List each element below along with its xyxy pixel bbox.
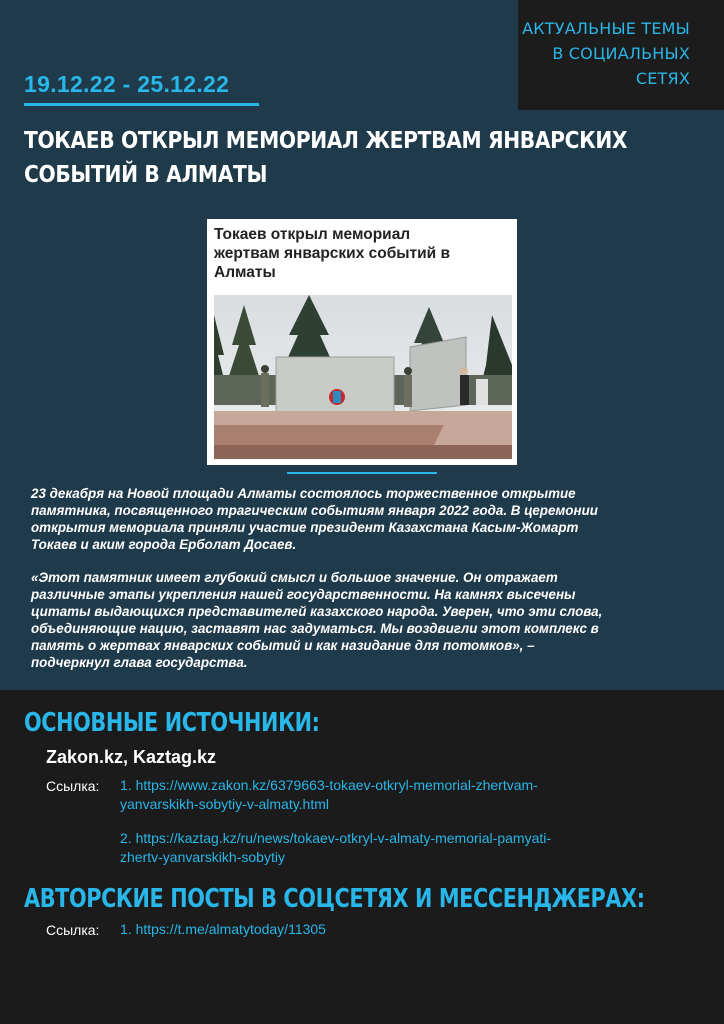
topic-tag xyxy=(518,0,724,110)
link-line[interactable]: yanvarskikh-sobytiy-v-almaty.html xyxy=(120,796,330,812)
link-label: Ссылка: xyxy=(46,778,100,794)
link-line[interactable]: 1. https://www.zakon.kz/6379663-tokaev-otkryl-memorial-zhertvam- xyxy=(120,777,538,793)
paragraph-line: память о жертвах январских событий и как назидание для потомков», – xyxy=(31,638,535,653)
source-link-1[interactable] xyxy=(120,776,680,814)
source-link-2[interactable] xyxy=(120,829,680,867)
paragraph-line: различные этапы укрепления нашей государственности. На камнях высечены xyxy=(31,587,576,602)
paragraph-line: 23 декабря на Новой площади Алматы состоялось торжественное открытие xyxy=(31,486,576,501)
separator-line xyxy=(287,472,437,474)
paragraph-line: «Этот памятник имеет глубокий смысл и большое значение. Он отражает xyxy=(31,570,558,585)
date-range: 19.12.22 - 25.12.22 xyxy=(24,71,230,97)
topic-tag-line: АКТУАЛЬНЫЕ ТЕМЫ xyxy=(522,19,690,38)
memorial-photo xyxy=(214,295,512,459)
quote-paragraph xyxy=(31,569,703,671)
sources-names: Zakon.kz, Kaztag.kz xyxy=(46,747,217,767)
paragraph-line: открытия мемориала приняли участие президент Казахстана Касым-Жомарт xyxy=(31,520,579,535)
author-posts-heading: АВТОРСКИЕ ПОСТЫ В СОЦСЕТЯХ И МЕССЕНДЖЕРАХ: xyxy=(24,884,645,914)
sources-heading: ОСНОВНЫЕ ИСТОЧНИКИ: xyxy=(24,708,320,738)
paragraph-line: Токаев и аким города Ерболат Досаев. xyxy=(31,537,297,552)
link-line[interactable]: 2. https://kaztag.kz/ru/news/tokaev-otkryl-v-almaty-memorial-pamyati- xyxy=(120,830,552,846)
topic-tag-line: В СОЦИАЛЬНЫХ xyxy=(552,44,690,63)
news-card-headline xyxy=(214,225,510,282)
headline-line: Токаев открыл мемориал xyxy=(214,226,411,243)
paragraph-line: объединяющие нацию, заставят нас задуматься. Мы воздвигли этот комплекс в xyxy=(31,621,599,636)
page-title xyxy=(24,124,628,192)
headline-line: жертвам январских событий в xyxy=(214,245,451,262)
headline-line: Алматы xyxy=(214,264,276,281)
news-screenshot-card xyxy=(207,219,517,465)
link-line[interactable]: zhertv-yanvarskikh-sobytiy xyxy=(120,849,285,865)
author-post-link-1[interactable]: 1. https://t.me/almatytoday/11305 xyxy=(120,921,326,937)
paragraph-line: цитаты выдающихся представителей казахского народа. Уверен, что эти слова, xyxy=(31,604,603,619)
link-label: Ссылка: xyxy=(46,922,100,938)
topic-tag-line: СЕТЯХ xyxy=(635,69,690,88)
paragraph-line: памятника, посвященного трагическим событиям января 2022 года. В церемонии xyxy=(31,503,598,518)
title-line: ТОКАЕВ ОТКРЫЛ МЕМОРИАЛ ЖЕРТВАМ ЯНВАРСКИХ xyxy=(24,128,628,154)
date-underline xyxy=(24,103,259,106)
paragraph-line: подчеркнул глава государства. xyxy=(31,655,248,670)
intro-paragraph xyxy=(31,485,703,553)
title-line: СОБЫТИЙ В АЛМАТЫ xyxy=(24,162,268,188)
